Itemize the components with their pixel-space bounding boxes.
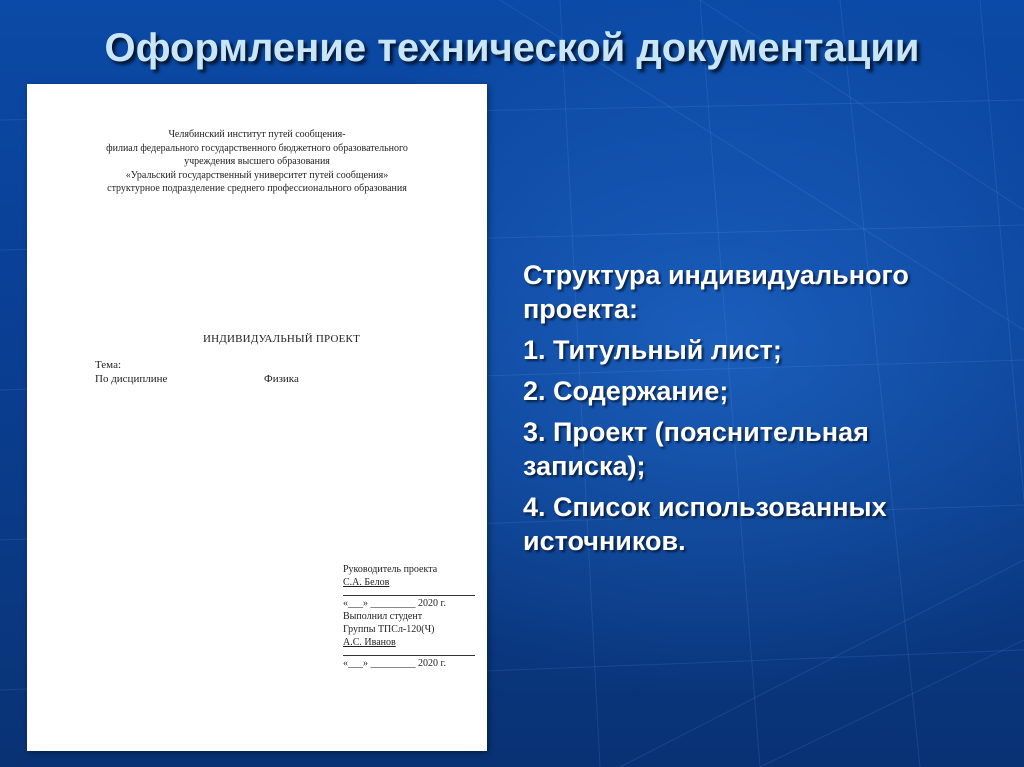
title-page-document <box>27 84 487 751</box>
institution-line: Челябинский институт путей сообщения- <box>168 129 346 140</box>
signature-block <box>343 564 475 671</box>
student-name: А.С. Иванов <box>343 636 396 648</box>
date-line: «___» _________ 2020 г. <box>343 598 446 610</box>
date-line: «___» _________ 2020 г. <box>343 658 446 670</box>
slide-title: Оформление технической документации <box>104 26 920 70</box>
structure-item: 4. Список использованных источников. <box>523 492 887 556</box>
structure-item: 3. Проект (пояснительная записка); <box>523 417 869 481</box>
discipline-label: По дисциплине <box>95 373 168 385</box>
discipline-value: Физика <box>264 373 299 385</box>
topic-label: Тема: <box>95 359 122 371</box>
project-title: ИНДИВИДУАЛЬНЫЙ ПРОЕКТ <box>203 333 361 345</box>
structure-item: 1. Титульный лист; <box>523 335 782 365</box>
institution-header <box>2 128 512 196</box>
institution-line: «Уральский государственный университет путей сообщения» <box>125 169 389 181</box>
student-label: Выполнил студент <box>343 611 423 623</box>
supervisor-label: Руководитель проекта <box>343 564 438 575</box>
institution-line: учреждения высшего образования <box>184 156 330 167</box>
signature-line <box>343 589 475 596</box>
institution-line: филиал федерального государственного бюджетного образовательного <box>106 142 408 154</box>
project-structure <box>523 258 993 565</box>
student-group: Группы ТПСл-120(Ч) <box>343 623 435 635</box>
institution-line: структурное подразделение среднего профессионального образования <box>107 183 407 194</box>
signature-line <box>343 649 475 656</box>
structure-heading: Структура индивидуального проекта: <box>523 260 909 324</box>
supervisor-name: С.А. Белов <box>343 576 390 588</box>
structure-item: 2. Содержание; <box>523 376 729 406</box>
